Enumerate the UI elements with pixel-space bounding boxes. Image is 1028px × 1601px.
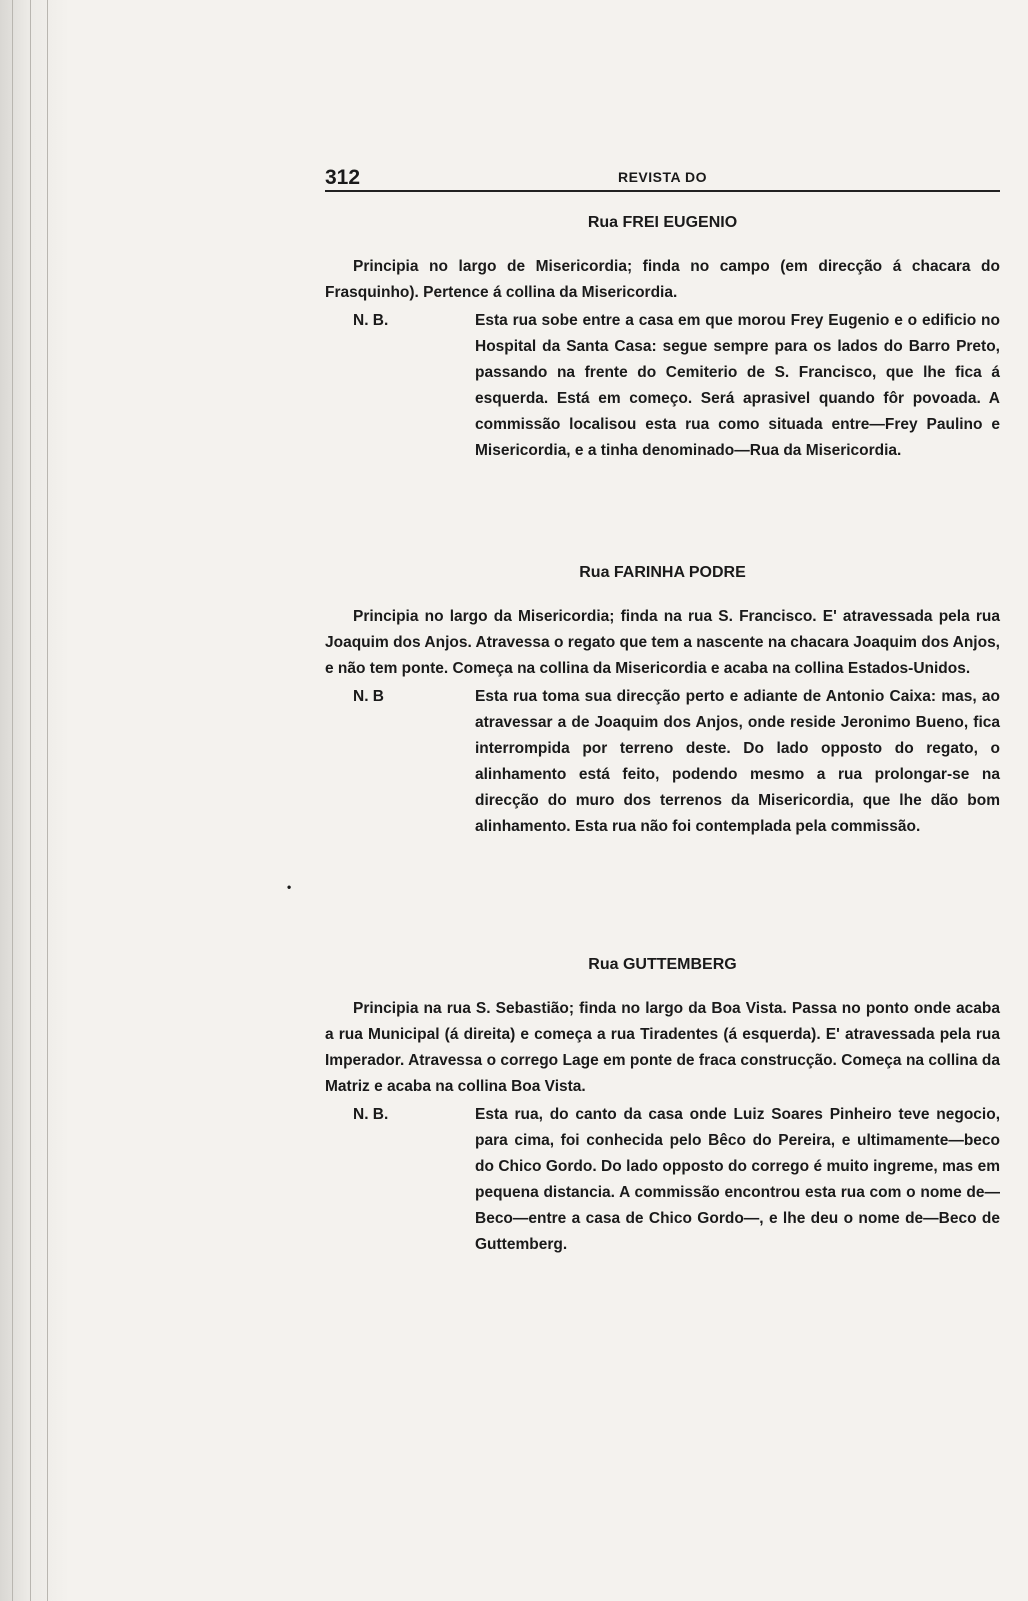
section-note: [325, 684, 1000, 840]
section-title: Rua GUTTEMBERG: [588, 956, 737, 973]
section-rua-farinha-podre: [325, 560, 1000, 840]
page-number: 312: [325, 166, 361, 189]
note-text: Esta rua toma sua direcção perto e adiante de Antonio Caixa: mas, ao atravessar a de Joaquim dos Anjos, onde reside Jeronimo Bueno, fica interrompida por terreno deste. Do lado opposto do regato, o alinhamento está feito, podendo mesmo a rua prolongar-se na direcção do muro dos terrenos da Misericordia, que lhe dão bom alinhamento. Esta rua não foi contemplada pela commissão.: [475, 688, 1000, 835]
section-paragraph: Principia na rua S. Sebastião; finda no largo da Boa Vista. Passa no ponto onde acaba a rua Municipal (á direita) e começa a rua Tiradentes (á esquerda). E' atravessada pela rua Imperador. Atravessa o corrego Lage em ponte de fraca construcção. Começa na collina da Matriz e acaba na collina Boa Vista.: [325, 1000, 1000, 1095]
note-label: N. B.: [353, 1106, 389, 1123]
journal-title: REVISTA DO: [617, 169, 707, 185]
document-page: [325, 160, 1000, 1253]
binding-line: [30, 0, 31, 1601]
binding-line: [12, 0, 13, 1601]
running-head: [325, 160, 1000, 192]
section-note: [325, 1102, 1000, 1258]
note-text: Esta rua, do canto da casa onde Luiz Soares Pinheiro teve negocio, para cima, foi conhecida pelo Bêco do Pereira, e ultimamente—beco do Chico Gordo. Do lado opposto do corrego é muito ingreme, mas em pequena distancia. A commissão encontrou esta rua com o nome de—Beco—entre a casa de Chico Gordo—, e lhe deu o nome de—Beco de Guttemberg.: [475, 1106, 1000, 1253]
note-text: Esta rua sobe entre a casa em que morou Frey Eugenio e o edificio no Hospital da Santa Casa: segue sempre para os lados do Barro Preto, passando na frente do Cemiterio de S. Francisco, que lhe fica á esquerda. Está em começo. Será aprasivel quando fôr povoada. A commissão localisou esta rua como situada entre—Frey Paulino e Misericordia, e a tinha denominado—Rua da Misericordia.: [475, 312, 1000, 459]
stray-mark: •: [287, 880, 292, 894]
note-label: N. B.: [353, 312, 389, 329]
section-paragraph: Principia no largo de Misericordia; finda no campo (em direcção á chacara do Frasquinho). Pertence á collina da Misericordia.: [325, 258, 1000, 301]
binding-line: [47, 0, 48, 1601]
section-title: Rua FARINHA PODRE: [579, 564, 746, 581]
section-rua-frei-eugenio: [325, 210, 1000, 464]
section-paragraph: Principia no largo da Misericordia; finda na rua S. Francisco. E' atravessada pela rua Joaquim dos Anjos. Atravessa o regato que tem a nascente na chacara Joaquim dos Anjos, e não tem ponte. Começa na collina da Misericordia e acaba na collina Estados-Unidos.: [325, 608, 1000, 677]
section-title: Rua FREI EUGENIO: [587, 214, 738, 231]
binding-edge: [0, 0, 70, 1601]
section-note: [325, 308, 1000, 464]
note-label: N. B: [353, 688, 384, 705]
section-rua-guttemberg: [325, 952, 1000, 1258]
